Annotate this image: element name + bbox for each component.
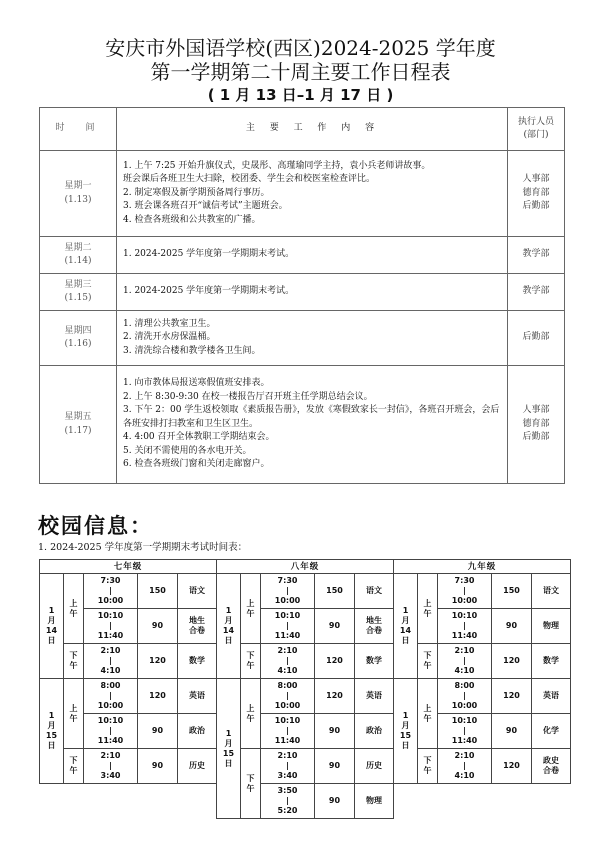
exam-half-cell: 下 午 — [64, 749, 84, 784]
exam-subject: 政史 合卷 — [532, 749, 571, 784]
schedule-row — [40, 151, 565, 237]
exam-date-cell: 1 月 14 日 — [394, 574, 418, 679]
schedule-day-cell — [40, 151, 117, 237]
exam-date-cell: 1 月 14 日 — [217, 574, 241, 679]
exam-half-cell: 上 午 — [241, 679, 261, 749]
exam-subject: 数学 — [178, 644, 217, 679]
exam-time: 8:00 | 10:00 — [438, 679, 492, 714]
schedule-dept-cell — [508, 151, 565, 237]
header-dept-line1: 执行人员 — [517, 116, 554, 127]
exam-minutes: 90 — [492, 714, 532, 749]
exam-subject: 历史 — [355, 749, 394, 784]
exam-half-cell: 下 午 — [241, 749, 261, 819]
exam-table — [216, 559, 394, 819]
exam-half-cell: 下 午 — [418, 644, 438, 679]
schedule-item: 班会课后各班卫生大扫除，校团委、学生会和校医室检查评比。 — [123, 174, 376, 185]
schedule-dept-cell — [508, 237, 565, 274]
exam-subject: 政治 — [355, 714, 394, 749]
schedule-day-cell — [40, 237, 117, 274]
schedule-item: 4. 检查各班级和公共教室的广播。 — [123, 214, 261, 225]
schedule-item: 2. 制定寒假及新学期预备周行事历。 — [123, 187, 270, 198]
schedule-item: 1. 2024-2025 学年度第一学期期末考试。 — [123, 249, 295, 260]
exam-half-cell: 下 午 — [418, 749, 438, 784]
schedule-item: 1. 向市教体局报送寒假值班安排表。 — [123, 378, 270, 389]
schedule-day: 星期五 — [64, 412, 92, 422]
schedule-item: 1. 2024-2025 学年度第一学期期末考试。 — [123, 286, 295, 297]
exam-grade-title: 八年级 — [217, 560, 394, 574]
exam-note: 1. 2024-2025 学年度第一学期期末考试时间表： — [38, 542, 248, 553]
schedule-item: 4. 4:00 召开全体教职工学期结束会。 — [123, 432, 275, 443]
exam-subject: 英语 — [355, 679, 394, 714]
exam-minutes: 120 — [492, 679, 532, 714]
schedule-date: (1.14) — [64, 256, 92, 266]
header-content: 主 要 工 作 内 容 — [117, 108, 508, 151]
schedule-day-cell — [40, 311, 117, 366]
schedule-header-row — [40, 108, 565, 151]
exam-subject: 化学 — [532, 714, 571, 749]
exam-time: 8:00 | 10:00 — [84, 679, 138, 714]
schedule-row — [40, 366, 565, 484]
header-dept — [508, 108, 565, 151]
exam-time: 10:10 | 11:40 — [84, 609, 138, 644]
exam-date-cell: 1 月 14 日 — [40, 574, 64, 679]
exam-subject: 物理 — [355, 784, 394, 819]
exam-time: 7:30 | 10:00 — [261, 574, 315, 609]
exam-minutes: 90 — [315, 749, 355, 784]
schedule-date: (1.13) — [64, 194, 92, 205]
exam-table — [39, 559, 217, 784]
exam-subject: 英语 — [532, 679, 571, 714]
exam-grade-title: 九年级 — [394, 560, 571, 574]
exam-minutes: 120 — [315, 679, 355, 714]
dept-name: 教学部 — [522, 249, 550, 260]
exam-minutes: 90 — [315, 784, 355, 819]
exam-time: 2:10 | 4:10 — [261, 644, 315, 679]
exam-half-cell: 上 午 — [418, 574, 438, 644]
exam-minutes: 90 — [138, 714, 178, 749]
dept-name: 后勤部 — [522, 332, 550, 343]
exam-minutes: 120 — [138, 644, 178, 679]
exam-subject: 数学 — [532, 644, 571, 679]
schedule-item: 3. 下午 2：00 学生返校领取《素质报告册》，发放《寒假致家长一封信》，各班召开班会，会后各班安排打扫教室和卫生区卫生。 — [123, 405, 500, 429]
exam-time: 10:10 | 11:40 — [261, 609, 315, 644]
exam-session-row — [217, 679, 394, 714]
exam-minutes: 120 — [138, 679, 178, 714]
dept-name: 后勤部 — [522, 201, 550, 212]
exam-session-row — [40, 749, 217, 784]
exam-session-row — [394, 644, 571, 679]
schedule-row — [40, 274, 565, 311]
exam-grade-row — [40, 560, 217, 574]
exam-minutes: 150 — [492, 574, 532, 609]
exam-half-cell: 下 午 — [241, 644, 261, 679]
exam-session-row — [40, 644, 217, 679]
exam-date-cell: 1 月 15 日 — [394, 679, 418, 784]
dept-name: 德育部 — [522, 187, 550, 198]
exam-session-row — [217, 749, 394, 784]
campus-info-heading: 校园信息： — [38, 514, 153, 538]
exam-session-row — [40, 574, 217, 609]
exam-date-cell: 1 月 15 日 — [40, 679, 64, 784]
date-range: ( 1 月 13 日–1 月 17 日 ) — [207, 86, 394, 104]
dept-name: 德育部 — [522, 418, 550, 429]
exam-minutes: 150 — [138, 574, 178, 609]
exam-minutes: 150 — [315, 574, 355, 609]
exam-subject: 语文 — [178, 574, 217, 609]
exam-time: 8:00 | 10:00 — [261, 679, 315, 714]
exam-half-cell: 上 午 — [64, 574, 84, 644]
schedule-dept-cell — [508, 274, 565, 311]
exam-minutes: 120 — [492, 644, 532, 679]
schedule-day: 星期一 — [64, 181, 92, 191]
exam-subject: 物理 — [532, 609, 571, 644]
schedule-item: 2. 上午 8:30-9:30 在校一楼报告厅召开班主任学期总结会议。 — [123, 391, 373, 402]
exam-minutes: 90 — [138, 609, 178, 644]
schedule-item: 3. 班会课各班召开“诚信考试”主题班会。 — [123, 201, 288, 212]
exam-grade-row — [394, 560, 571, 574]
exam-session-row — [394, 574, 571, 609]
exam-time: 7:30 | 10:00 — [84, 574, 138, 609]
schedule-row — [40, 311, 565, 366]
dept-name: 人事部 — [522, 405, 550, 416]
schedule-content-cell — [117, 151, 508, 237]
schedule-date: (1.17) — [64, 425, 92, 436]
exam-time: 3:50 | 5:20 — [261, 784, 315, 819]
exam-time: 10:10 | 11:40 — [438, 609, 492, 644]
schedule-content-cell — [117, 311, 508, 366]
schedule-content-cell — [117, 366, 508, 484]
title-line-2: 第一学期第二十周主要工作日程表 — [150, 60, 451, 84]
schedule-day-cell — [40, 366, 117, 484]
exam-time: 2:10 | 4:10 — [438, 749, 492, 784]
schedule-item: 2. 清洗开水房保温桶。 — [123, 332, 216, 343]
exam-minutes: 120 — [492, 749, 532, 784]
exam-half-cell: 上 午 — [64, 679, 84, 749]
schedule-date: (1.15) — [64, 293, 92, 303]
header-dept-line2: (部门) — [523, 130, 549, 140]
header-time: 时 间 — [40, 108, 117, 151]
exam-time: 10:10 | 11:40 — [261, 714, 315, 749]
exam-subject: 地生 合卷 — [178, 609, 217, 644]
exam-time: 2:10 | 4:10 — [84, 644, 138, 679]
schedule-item: 5. 关闭不需使用的各水电开关。 — [123, 445, 252, 456]
exam-session-row — [40, 679, 217, 714]
schedule-dept-cell — [508, 366, 565, 484]
exam-half-cell: 上 午 — [241, 574, 261, 644]
schedule-day: 星期三 — [64, 279, 92, 290]
exam-minutes: 120 — [315, 644, 355, 679]
exam-subject: 政治 — [178, 714, 217, 749]
exam-time: 10:10 | 11:40 — [438, 714, 492, 749]
exam-time: 2:10 | 3:40 — [261, 749, 315, 784]
exam-session-row — [394, 749, 571, 784]
schedule-day-cell — [40, 274, 117, 311]
exam-grade-row — [217, 560, 394, 574]
schedule-item: 3. 清洗综合楼和教学楼各卫生间。 — [123, 345, 261, 356]
exam-subject: 语文 — [355, 574, 394, 609]
dept-name: 教学部 — [522, 286, 550, 297]
schedule-day: 星期四 — [64, 325, 92, 336]
exam-subject: 语文 — [532, 574, 571, 609]
exam-subject: 地生 合卷 — [355, 609, 394, 644]
work-schedule-table — [39, 107, 565, 484]
exam-minutes: 90 — [315, 714, 355, 749]
dept-name: 人事部 — [522, 174, 550, 185]
schedule-date: (1.16) — [64, 339, 92, 349]
schedule-item: 1. 上午 7:25 开始升旗仪式，史晟彤、高瑾瑜同学主持，袁小兵老师讲故事。 — [123, 160, 431, 171]
exam-minutes: 90 — [315, 609, 355, 644]
exam-session-row — [394, 679, 571, 714]
exam-minutes: 90 — [492, 609, 532, 644]
exam-minutes: 90 — [138, 749, 178, 784]
exam-session-row — [217, 574, 394, 609]
schedule-content-cell — [117, 237, 508, 274]
exam-time: 7:30 | 10:00 — [438, 574, 492, 609]
exam-date-cell: 1 月 15 日 — [217, 679, 241, 819]
exam-table — [393, 559, 571, 784]
title-line-1: 安庆市外国语学校(西区)2024-2025 学年度 — [105, 36, 496, 60]
exam-subject: 数学 — [355, 644, 394, 679]
exam-subject: 英语 — [178, 679, 217, 714]
exam-half-cell: 下 午 — [64, 644, 84, 679]
dept-name: 后勤部 — [522, 432, 550, 443]
schedule-item: 6. 检查各班级门窗和关闭走廊窗户。 — [123, 459, 270, 470]
exam-time: 10:10 | 11:40 — [84, 714, 138, 749]
exam-subject: 历史 — [178, 749, 217, 784]
exam-time: 2:10 | 4:10 — [438, 644, 492, 679]
schedule-row — [40, 237, 565, 274]
schedule-item: 1. 清理公共教室卫生。 — [123, 318, 216, 329]
exam-grade-title: 七年级 — [40, 560, 217, 574]
exam-time: 2:10 | 3:40 — [84, 749, 138, 784]
schedule-day: 星期二 — [64, 242, 92, 253]
exam-half-cell: 上 午 — [418, 679, 438, 749]
schedule-dept-cell — [508, 311, 565, 366]
schedule-content-cell — [117, 274, 508, 311]
exam-session-row — [217, 644, 394, 679]
